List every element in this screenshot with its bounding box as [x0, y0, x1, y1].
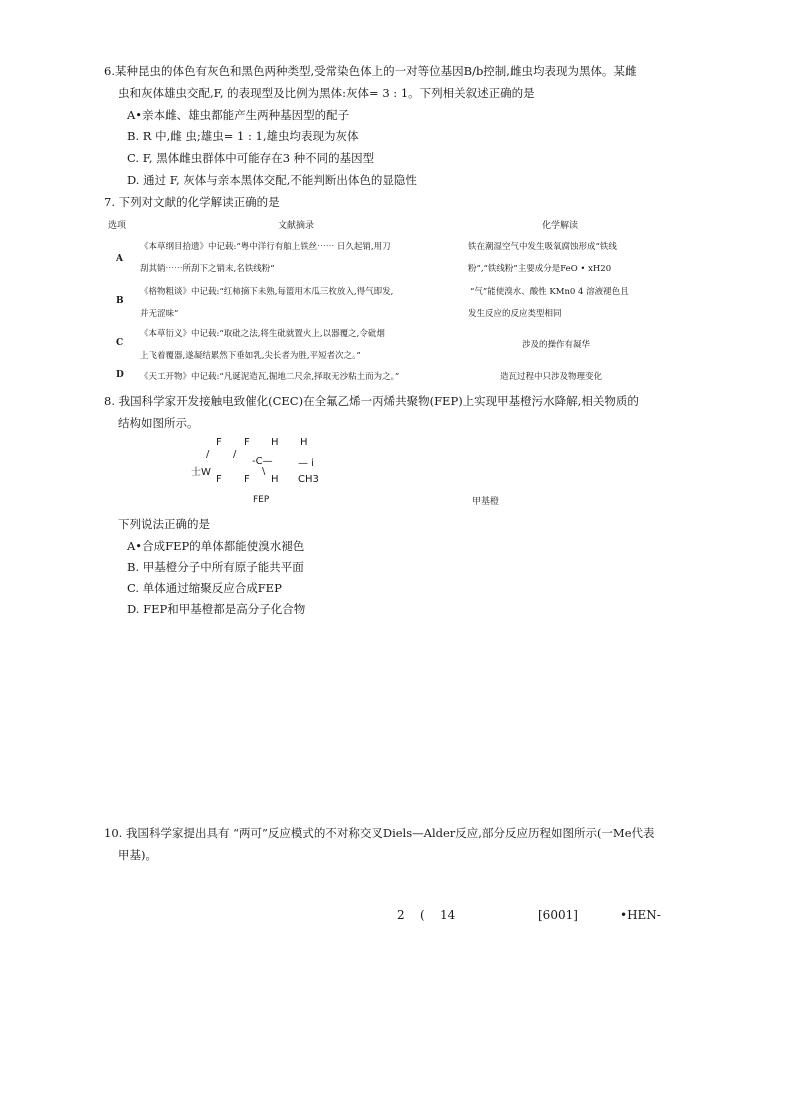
q8-stem-line1: 8. 我国科学家开发接触电致催化(CEC)在全氟乙烯一丙烯共聚物(FEP)上实现甲基橙污水降解,相关物质的: [104, 394, 639, 408]
methyl-orange-label: 甲基橙: [472, 497, 500, 507]
q7-row-c-excerpt-1: 《本草衍义》中记载:“取砒之法,将生砒就置火上,以器覆之,令砒烟: [140, 329, 385, 339]
footer-page-number: 2: [397, 908, 405, 922]
q10-stem-line2: 甲基)。: [118, 848, 157, 862]
q6-stem-line2: 虫和灰体雄虫交配,F, 的表现型及比例为黑体:灰体= 3 : 1。下列相关叙述正确的是: [118, 86, 535, 100]
q6-stem-line1: 6.某种昆虫的体色有灰色和黑色两种类型,受常染色体上的一对等位基因B/b控制,雌虫均表现为黑体。某雌: [104, 64, 637, 78]
q6-option-d: D. 通过 F, 灰体与亲本黑体交配,不能判断出体色的显隐性: [127, 173, 417, 187]
formula-bond-1: /: [206, 449, 210, 460]
q10-stem-line1: 10. 我国科学家提出具有 “两可”反应模式的不对称交叉Diels—Alder反应,部分反应历程如图所示(一Me代表: [104, 826, 655, 840]
q7-row-b-excerpt-2: 并无涩味”: [140, 309, 179, 319]
q7-header-option: 选项: [108, 221, 127, 231]
footer-paren: (: [420, 908, 425, 922]
formula-bottom-f1: F: [216, 474, 222, 485]
q7-row-d-interp: 造瓦过程中只涉及物理变化: [500, 372, 603, 382]
q7-row-c-interp: 涉及的操作有凝华: [522, 340, 591, 350]
q6-option-b: B. R 中,雌 虫;雄虫= 1 : 1,雄虫均表现为灰体: [127, 129, 359, 143]
q8-option-a: A•合成FEP的单体都能使溴水褪色: [127, 539, 305, 553]
formula-bottom-ch3: CH3: [298, 474, 319, 485]
q7-row-d-excerpt: 《天工开物》中记载:“凡诞泥造瓦,掘地二尺余,择取无沙粘土而为之。”: [140, 372, 400, 382]
formula-top-h1: H: [271, 437, 279, 448]
formula-middle: -C—: [252, 456, 273, 467]
fep-label: FEP: [253, 495, 270, 505]
q8-stem-line2: 结构如图所示。: [118, 416, 199, 430]
formula-top-h2: H: [300, 437, 308, 448]
q7-row-b-option: B: [116, 296, 124, 306]
q7-row-a-interp-2: 粉”,“铁线粉”主要成分是FeO • xH20: [468, 264, 612, 274]
footer-tail: •HEN-: [620, 908, 661, 922]
q7-row-b-interp-2: 发生反应的反应类型相同: [468, 309, 562, 319]
formula-bond-3: \: [262, 466, 266, 477]
formula-bond-2: /: [233, 449, 237, 460]
formula-left: 士W: [191, 467, 211, 478]
formula-top-f1: F: [216, 437, 222, 448]
q8-option-d: D. FEP和甲基橙都是高分子化合物: [127, 602, 306, 616]
formula-right: — i: [298, 458, 314, 469]
q7-row-d-option: D: [116, 370, 124, 380]
q7-row-c-option: C: [116, 338, 124, 348]
q7-row-a-excerpt-2: 刮其销⋯⋯所刮下之销末,名铁线粉”: [140, 264, 275, 274]
q6-option-c: C. F, 黑体雌虫群体中可能存在3 种不同的基因型: [127, 151, 375, 165]
formula-top-f2: F: [244, 437, 250, 448]
q7-header-excerpt: 文献摘录: [278, 221, 315, 231]
q7-header-interp: 化学解读: [542, 221, 579, 231]
q7-row-c-excerpt-2: 上飞着覆器,遂凝结累然下垂如乳,尖长者为胜,平短者次之。”: [140, 351, 361, 361]
footer-total-pages: 14: [440, 908, 456, 922]
q7-row-a-interp-1: 铁在潮湿空气中发生吸氧腐蚀形成“铁线: [468, 242, 617, 252]
q7-row-a-option: A: [116, 254, 123, 264]
q7-stem: 7. 下列对文献的化学解读正确的是: [104, 195, 280, 209]
q7-row-b-excerpt-1: 《格物粗谈》中记载:“红柿摘下未熟,每篮用木瓜三枚放入,得气即发,: [140, 287, 394, 297]
footer-code: [6001]: [538, 908, 578, 922]
q8-question: 下列说法正确的是: [118, 517, 210, 531]
q6-option-a: A•亲本雌、雄虫都能产生两种基因型的配子: [127, 108, 350, 122]
q7-row-b-interp-1: “气”能使溴水、酸性 KMn0 4 溶液褪色且: [470, 287, 629, 297]
q7-row-a-excerpt-1: 《本草纲目拾遗》中记载:“粤中洋行有舶上铁丝⋯⋯ 日久起销,用刀: [140, 242, 391, 252]
formula-bottom-h: H: [271, 474, 279, 485]
q8-option-b: B. 甲基橙分子中所有原子能共平面: [127, 560, 304, 574]
q8-option-c: C. 单体通过缩聚反应合成FEP: [127, 581, 282, 595]
formula-bottom-f2: F: [244, 474, 250, 485]
